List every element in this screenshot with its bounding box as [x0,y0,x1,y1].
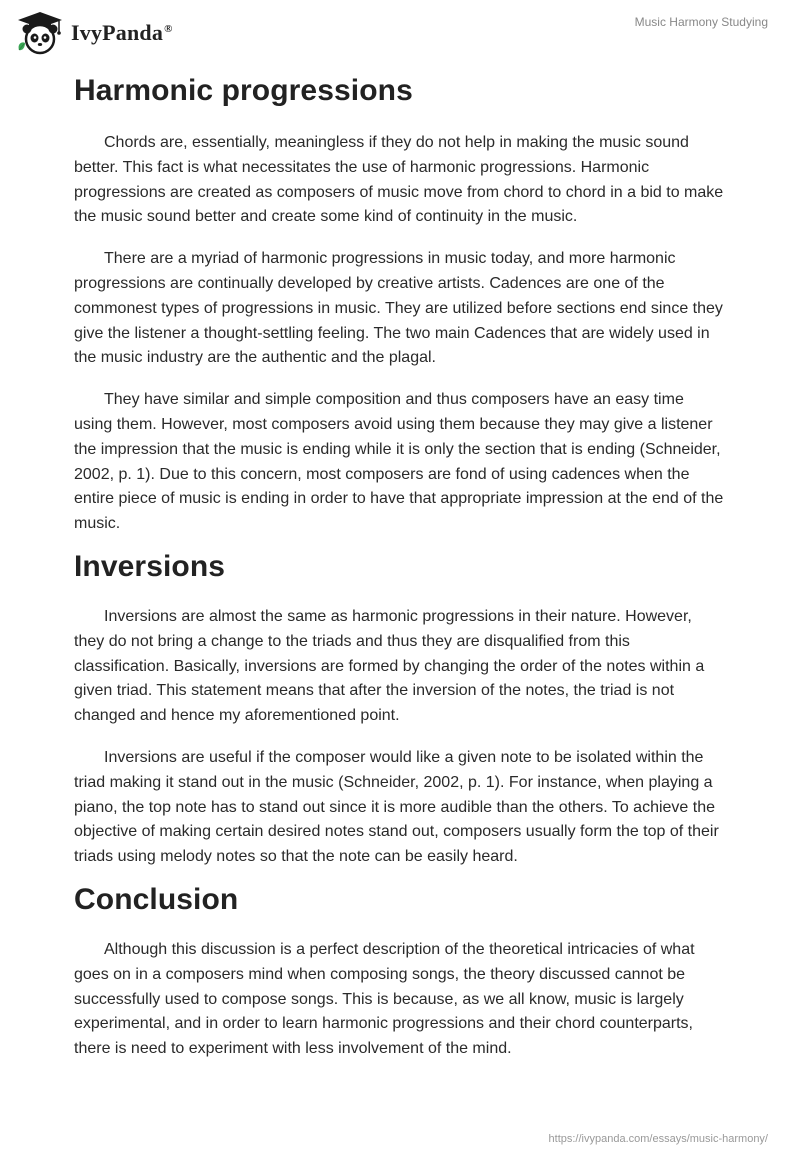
section-harmonic-progressions [74,72,724,537]
paragraph: There are a myriad of harmonic progressions in music today, and more harmonic progressions are continually developed by creative artists. Cadences are one of the commonest types of progressions in music. They are utilized before sections end since they give the listener a thought-settling feeling. The two main Cadences that are widely used in the music industry are the authentic and the plagal. [74,250,723,367]
registered-mark: ® [164,22,173,35]
paragraph: Inversions are almost the same as harmonic progressions in their nature. However, they do not bring a change to the triads and thus they are disqualified from this classification. Basically, inversions are formed by changing the order of the notes within a given triad. This statement means that after the inversion of the notes, the triad is not changed and hence my aforementioned point. [74,607,705,725]
brand-name [71,20,173,46]
section-heading: Harmonic progressions [74,74,413,107]
paragraph: Inversions are useful if the composer would like a given note to be isolated within the triad making it stand out in the music (Schneider, 2002, p. 1). For instance, when playing a piano, the top note has to stand out since it is more audible than the others. To achieve the objective of making certain desired notes stand out, composers usually form the top of their triads using melody notes so that the note can be easily heard. [74,748,719,866]
section-conclusion [74,881,724,1062]
section-heading: Inversions [74,549,226,583]
paragraph: They have similar and simple composition and thus composers have an easy time using them. However, most composers avoid using them because they may give a listener the impression that the music is ending while it is only the section that is ending (Schneider, 2002, p. 1). Due to this concern, most composers are fond of using cadences when the entire piece of music is ending in order to have that appropriate impression at the end of the music. [74,391,724,533]
section-inversions [74,548,724,870]
paragraph: Chords are, essentially, meaningless if they do not help in making the music sound better. This fact is what necessitates the use of harmonic progressions. Harmonic progressions are created as composers of music move from chord to chord in a bid to make the music sound better and create some kind of continuity in the music. [74,134,724,226]
ivypanda-logo[interactable] [15,10,173,56]
source-url-link[interactable]: https://ivypanda.com/essays/music-harmony/ [548,1133,768,1145]
panda-graduate-icon [15,10,65,56]
brand-text: IvyPanda [71,20,164,45]
document-title: Music Harmony Studying [634,15,768,29]
section-heading: Conclusion [74,882,239,916]
page-header [0,0,800,70]
essay-content [74,72,724,1062]
paragraph: Although this discussion is a perfect description of the theoretical intricacies of what goes on in a composers mind when composing songs, the theory discussed cannot be successfully used to compose songs. This is because, as we all know, music is largely experimental, and in order to learn harmonic progressions and their chord counterparts, there is need to experiment with less involvement of the mind. [74,940,695,1058]
